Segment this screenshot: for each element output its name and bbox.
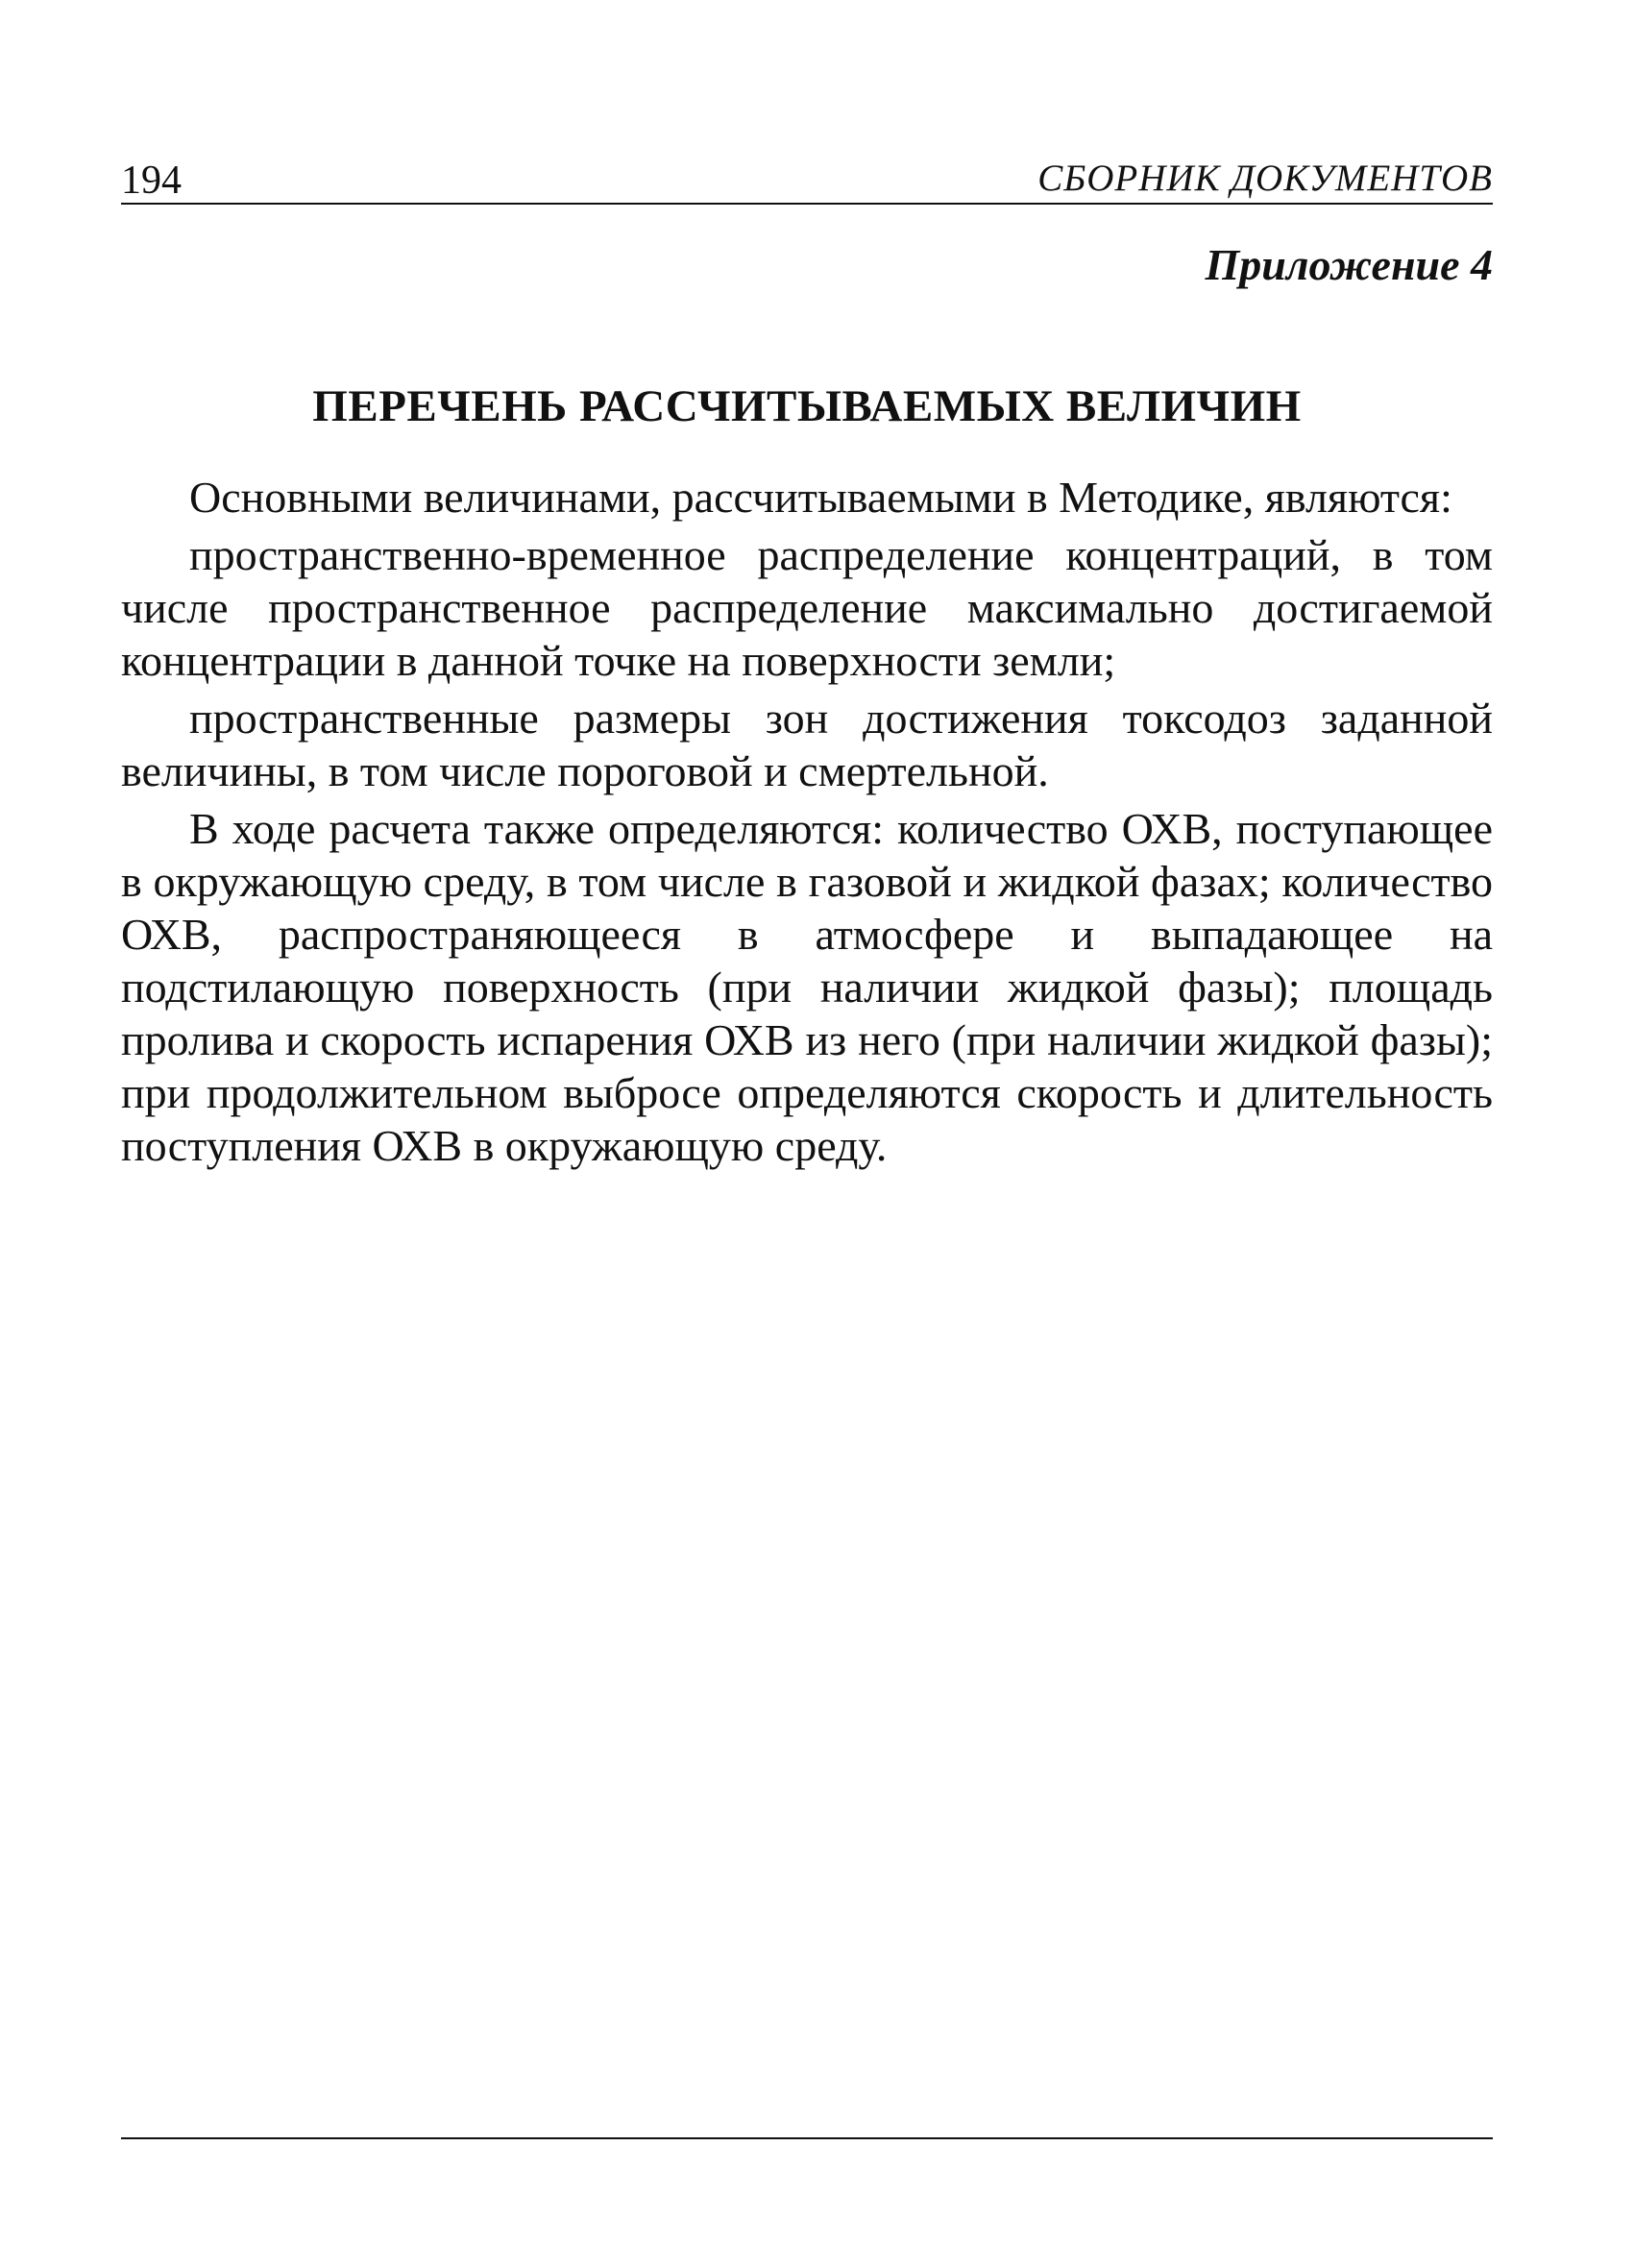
- paragraph-concentration-distribution: пространственно-временное распределение концентраций, в том числе пространственное распределение максимально достигаемой концентрации в данной точке на поверхности земли;: [121, 530, 1493, 685]
- running-header: [121, 144, 1493, 202]
- section-title: ПЕРЕЧЕНЬ РАССЧИТЫВАЕМЫХ ВЕЛИЧИН: [312, 381, 1302, 431]
- collection-title: СБОРНИК ДОКУМЕНТОВ: [1037, 158, 1493, 199]
- page-number: 194: [121, 159, 182, 203]
- paragraph-calculation-details: В ходе расчета также определяются: количество ОХВ, поступающее в окружающую среду, в том числе в газовой и жидкой фазах; количество ОХВ, распространяющееся в атмосфере и выпадающее на подстилающую поверхность (при наличии жидкой фазы); площадь пролива и скорость испарения ОХВ из него (при наличии жидкой фазы); при продолжительном выбросе определяются скорость и длительность поступления ОХВ в окружающую среду.: [121, 804, 1493, 1170]
- header-rule: [121, 203, 1493, 205]
- paragraph-main-values: Основными величинами, рассчитываемыми в Методике, являются:: [189, 473, 1452, 522]
- body-text: [121, 471, 1493, 1177]
- paragraph-toxodose-zones: пространственные размеры зон достижения токсодоз заданной величины, в том числе пороговой и смертельной.: [121, 694, 1493, 795]
- footer-rule: [121, 2137, 1493, 2139]
- appendix-label: Приложение 4: [1205, 240, 1493, 289]
